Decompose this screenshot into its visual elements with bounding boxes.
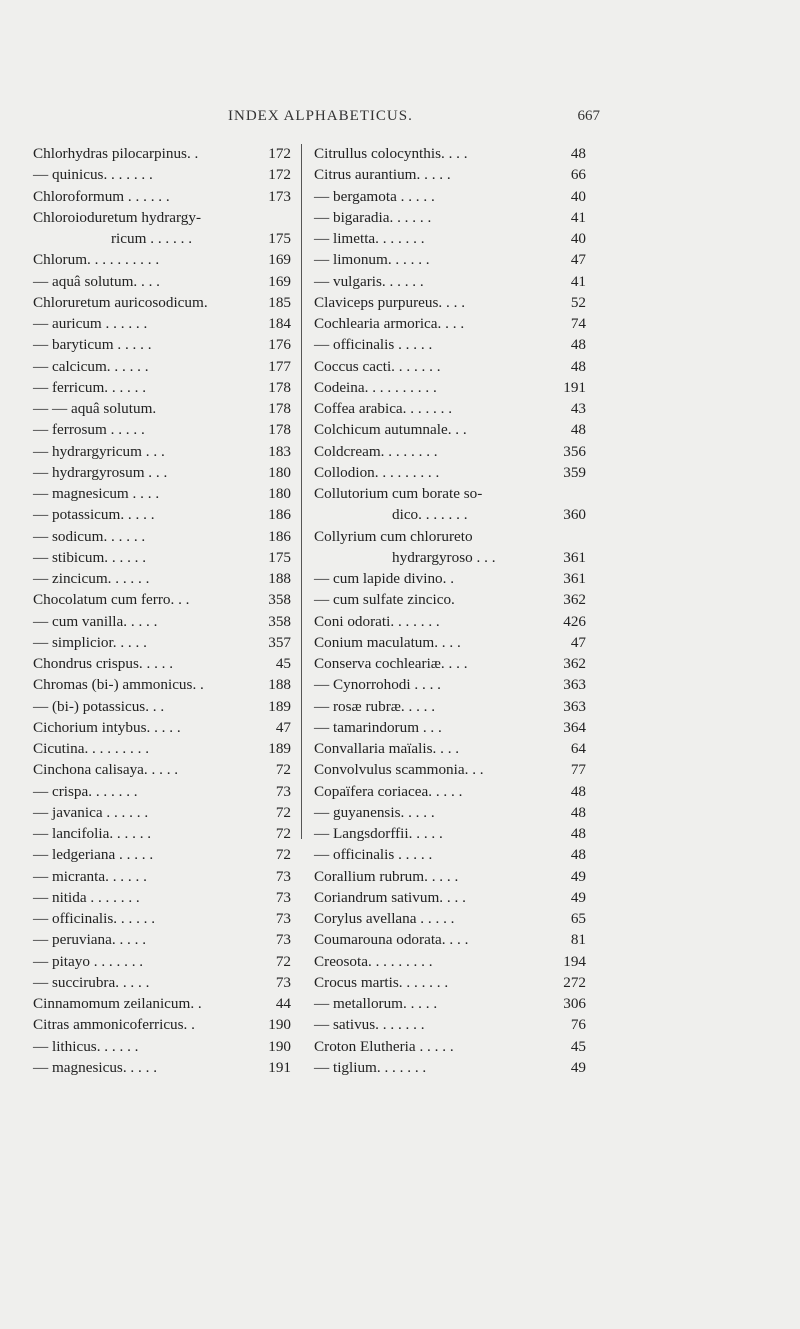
index-term: Colchicum autumnale. . . — [314, 421, 467, 439]
index-page-ref: 272 — [563, 973, 586, 991]
index-page-ref: 357 — [268, 633, 291, 651]
index-entry — [314, 207, 586, 228]
index-page-ref: 40 — [570, 187, 586, 205]
index-entry — [314, 462, 586, 483]
index-term: — nitida . . . . . . . — [33, 888, 140, 906]
index-entry — [33, 398, 291, 419]
index-entry — [33, 1036, 291, 1057]
index-term: Conium maculatum. . . . — [314, 633, 461, 651]
index-page-ref: 49 — [570, 888, 586, 906]
index-entry — [33, 887, 291, 908]
index-page-ref: 48 — [570, 357, 586, 375]
index-term: Chlorum. . . . . . . . . . — [33, 251, 160, 269]
index-page-ref: 73 — [275, 782, 291, 800]
index-term: Chondrus crispus. . . . . — [33, 655, 174, 672]
index-entry — [314, 568, 586, 589]
index-entry — [314, 164, 586, 185]
index-page-ref: 188 — [268, 570, 291, 587]
index-term: Creosota. . . . . . . . . — [314, 952, 433, 970]
index-term: — peruviana. . . . . — [33, 931, 147, 949]
index-page-ref: 76 — [570, 1016, 586, 1034]
index-term: hydrargyroso . . . — [392, 548, 496, 566]
index-page-ref: 360 — [563, 506, 586, 524]
index-term: Coldcream. . . . . . . . — [314, 442, 438, 460]
index-entry — [314, 759, 586, 780]
index-term: Convolvulus scammonia. . . — [314, 761, 484, 779]
index-entry — [33, 844, 291, 865]
index-page-ref: 356 — [563, 442, 586, 460]
index-entry — [314, 781, 586, 802]
index-entry — [314, 951, 586, 972]
index-page-ref: 41 — [570, 272, 586, 290]
index-term: — lithicus. . . . . . — [33, 1037, 139, 1055]
index-term: Chloruretum auricosodicum. — [33, 293, 208, 311]
index-entry — [33, 1014, 291, 1035]
index-page-ref: 191 — [563, 378, 586, 396]
index-term: Chloroioduretum hydrargy- — [33, 208, 202, 226]
index-entry — [33, 802, 291, 823]
index-page-ref: 180 — [268, 463, 291, 481]
index-page-ref: 49 — [570, 867, 586, 885]
index-entry — [33, 207, 291, 228]
index-entry — [314, 143, 586, 164]
index-term: — cum sulfate zincico. — [314, 591, 455, 609]
index-page-ref: 175 — [268, 230, 291, 247]
index-entry — [33, 993, 291, 1014]
index-entry — [314, 653, 586, 674]
index-entry — [314, 526, 586, 547]
index-page-ref: 72 — [275, 761, 291, 779]
index-entry — [314, 441, 586, 462]
index-page-ref: 361 — [563, 548, 586, 566]
index-entry — [33, 568, 291, 589]
index-page-ref: 178 — [268, 421, 291, 439]
index-term: — Cynorrohodi . . . . — [314, 676, 441, 694]
index-term: — aquâ solutum. . . . — [33, 272, 160, 290]
index-page-ref: 178 — [268, 400, 291, 417]
index-term: Convallaria maïalis. . . . — [314, 740, 460, 757]
index-term: — sativus. . . . . . . — [314, 1016, 425, 1034]
index-term: Croton Elutheria . . . . . — [314, 1037, 454, 1055]
index-page-ref: 188 — [268, 676, 291, 694]
index-entry — [314, 717, 586, 738]
index-page-ref: 363 — [563, 697, 586, 715]
index-term: — officinalis . . . . . — [314, 846, 433, 864]
index-entry — [33, 696, 291, 717]
index-entry — [33, 781, 291, 802]
index-entry — [314, 611, 586, 632]
index-page-ref: 358 — [268, 612, 291, 630]
index-term: Collyrium cum chlorureto — [314, 527, 473, 545]
index-term: — — aquâ solutum. — [33, 400, 157, 417]
index-term: Citras ammonicoferricus. . — [33, 1016, 195, 1034]
index-term: — zincicum. . . . . . — [33, 570, 150, 587]
index-term: — baryticum . . . . . — [33, 336, 152, 354]
index-term: Chromas (bi-) ammonicus. . — [33, 676, 204, 694]
index-entry — [314, 1057, 586, 1078]
index-entry — [314, 823, 586, 844]
index-entry — [33, 526, 291, 547]
index-page-ref: 72 — [275, 803, 291, 821]
index-page-ref: 65 — [570, 910, 586, 927]
index-entry — [33, 483, 291, 504]
index-page-ref: 48 — [570, 782, 586, 800]
index-term: — tamarindorum . . . — [314, 718, 442, 736]
index-term: — stibicum. . . . . . — [33, 548, 147, 566]
index-term: — bergamota . . . . . — [314, 187, 435, 205]
index-page-ref: 72 — [275, 825, 291, 842]
index-page-ref: 184 — [268, 315, 291, 332]
index-term: — Langsdorffii. . . . . — [314, 825, 443, 842]
index-entry — [314, 356, 586, 377]
index-entry — [314, 696, 586, 717]
index-term: ricum . . . . . . — [111, 230, 192, 247]
index-term: — lancifolia. . . . . . — [33, 825, 152, 842]
index-entry — [33, 462, 291, 483]
index-entry — [33, 972, 291, 993]
index-entry — [314, 504, 586, 525]
index-entry — [33, 313, 291, 334]
index-entry — [33, 589, 291, 610]
index-term: — ferrosum . . . . . — [33, 421, 145, 439]
index-term: — hydrargyricum . . . — [33, 442, 165, 460]
index-term: — quinicus. . . . . . . — [33, 166, 153, 184]
index-page-ref: 52 — [570, 293, 586, 311]
index-page-ref: 190 — [268, 1016, 291, 1034]
index-entry — [33, 653, 291, 674]
index-term: Cicutina. . . . . . . . . — [33, 740, 150, 757]
index-term: Conserva cochleariæ. . . . — [314, 655, 468, 672]
index-page-ref: 362 — [563, 655, 586, 672]
index-page-ref: 73 — [275, 910, 291, 927]
index-entry — [314, 972, 586, 993]
index-term: — simplicior. . . . . — [33, 633, 147, 651]
index-page-ref: 169 — [268, 251, 291, 269]
index-term: Collutorium cum borate so- — [314, 485, 483, 502]
index-page-ref: 41 — [570, 208, 586, 226]
index-term: — bigaradia. . . . . . — [314, 208, 432, 226]
index-page-ref: 73 — [275, 931, 291, 949]
index-page-ref: 362 — [563, 591, 586, 609]
index-page-ref: 176 — [268, 336, 291, 354]
index-page-ref: 183 — [268, 442, 291, 460]
index-entry — [314, 292, 586, 313]
index-page-ref: 64 — [570, 740, 586, 757]
index-page-ref: 172 — [268, 145, 291, 162]
index-term: Claviceps purpureus. . . . — [314, 293, 465, 311]
index-entry — [314, 632, 586, 653]
index-term: Chocolatum cum ferro. . . — [33, 591, 190, 609]
index-term: — calcicum. . . . . . — [33, 357, 149, 375]
index-page-ref: 48 — [570, 803, 586, 821]
index-page-ref: 48 — [570, 846, 586, 864]
index-term: — tiglium. . . . . . . — [314, 1058, 427, 1076]
index-entry — [314, 674, 586, 695]
index-entry — [314, 589, 586, 610]
index-term: — cum lapide divino. . — [314, 570, 455, 587]
index-page-ref: 48 — [570, 421, 586, 439]
index-entry — [33, 908, 291, 929]
index-term: — limonum. . . . . . — [314, 251, 430, 269]
index-entry — [33, 1057, 291, 1078]
index-term: Coffea arabica. . . . . . . — [314, 400, 453, 417]
index-page-ref: 73 — [275, 888, 291, 906]
index-term: — (bi-) potassicus. . . — [33, 697, 165, 715]
index-entry — [33, 377, 291, 398]
index-entry — [33, 334, 291, 355]
index-term: Cinchona calisaya. . . . . — [33, 761, 179, 779]
index-entry — [314, 228, 586, 249]
index-term: Coccus cacti. . . . . . . — [314, 357, 441, 375]
index-page-ref: 73 — [275, 973, 291, 991]
index-entry — [33, 632, 291, 653]
index-term: — cum vanilla. . . . . — [33, 612, 158, 630]
index-page-ref: 48 — [570, 336, 586, 354]
index-term: Citrullus colocynthis. . . . — [314, 145, 468, 162]
index-entry — [314, 1014, 586, 1035]
index-page-ref: 194 — [563, 952, 586, 970]
index-term: Chloroformum . . . . . . — [33, 187, 170, 205]
index-term: Copaïfera coriacea. . . . . — [314, 782, 463, 800]
index-entry — [33, 823, 291, 844]
index-term: — hydrargyrosum . . . — [33, 463, 168, 481]
index-page-ref: 44 — [275, 995, 291, 1012]
index-term: — ledgeriana . . . . . — [33, 846, 154, 864]
index-term: Crocus martis. . . . . . . — [314, 973, 449, 991]
index-term: dico. . . . . . . — [392, 506, 468, 524]
index-page-ref: 189 — [268, 697, 291, 715]
index-page-ref: 178 — [268, 378, 291, 396]
index-page-ref: 190 — [268, 1037, 291, 1055]
index-entry — [33, 674, 291, 695]
index-page-ref: 359 — [563, 463, 586, 481]
index-entry — [33, 611, 291, 632]
index-entry — [314, 547, 586, 568]
index-page-ref: 191 — [268, 1058, 291, 1076]
index-entry — [33, 547, 291, 568]
index-entry — [314, 271, 586, 292]
index-term: — magnesicus. . . . . — [33, 1058, 158, 1076]
index-term: — javanica . . . . . . — [33, 803, 149, 821]
index-term: — limetta. . . . . . . — [314, 230, 425, 247]
index-page-ref: 364 — [563, 718, 586, 736]
index-page-ref: 172 — [268, 166, 291, 184]
index-term: Codeina. . . . . . . . . . — [314, 378, 437, 396]
index-entry — [33, 441, 291, 462]
running-header — [30, 108, 600, 132]
index-entry — [314, 993, 586, 1014]
index-entry — [33, 717, 291, 738]
index-page-ref: 45 — [570, 1037, 586, 1055]
index-entry — [33, 951, 291, 972]
index-entry — [314, 186, 586, 207]
index-term: — guyanensis. . . . . — [314, 803, 435, 821]
index-entry — [33, 759, 291, 780]
index-term: — officinalis . . . . . — [314, 336, 433, 354]
index-page-ref: 186 — [268, 506, 291, 524]
index-term: — magnesicum . . . . — [33, 485, 160, 502]
page-number: 667 — [577, 108, 600, 124]
index-page-ref: 185 — [268, 293, 291, 311]
index-entry — [33, 866, 291, 887]
index-entry — [314, 419, 586, 440]
index-term: Cochlearia armorica. . . . — [314, 315, 465, 332]
index-term: — potassicum. . . . . — [33, 506, 155, 524]
index-term: — officinalis. . . . . . — [33, 910, 156, 927]
index-page-ref: 77 — [570, 761, 586, 779]
index-term: Chlorhydras pilocarpinus. . — [33, 145, 199, 162]
index-page-ref: 81 — [570, 931, 586, 949]
index-entry — [33, 419, 291, 440]
index-term: Cichorium intybus. . . . . — [33, 718, 181, 736]
index-entry — [33, 356, 291, 377]
index-entry — [314, 802, 586, 823]
index-page-ref: 72 — [275, 952, 291, 970]
index-entry — [314, 866, 586, 887]
index-term: — ferricum. . . . . . — [33, 378, 147, 396]
index-entry — [33, 929, 291, 950]
index-page-ref: 361 — [563, 570, 586, 587]
index-entry — [314, 313, 586, 334]
index-page-ref: 73 — [275, 867, 291, 885]
index-entry — [314, 929, 586, 950]
index-entry — [314, 1036, 586, 1057]
index-entry — [314, 377, 586, 398]
index-page-ref: 66 — [570, 166, 586, 184]
index-term: Coumarouna odorata. . . . — [314, 931, 469, 949]
index-entry — [33, 249, 291, 270]
index-term: Citrus aurantium. . . . . — [314, 166, 451, 184]
index-term: Coriandrum sativum. . . . — [314, 888, 466, 906]
index-entry — [314, 398, 586, 419]
index-term: — vulgaris. . . . . . — [314, 272, 424, 290]
index-entry — [314, 844, 586, 865]
index-entry — [33, 164, 291, 185]
index-page-ref: 186 — [268, 527, 291, 545]
index-entry — [314, 483, 586, 504]
index-entry — [33, 271, 291, 292]
index-entry — [314, 738, 586, 759]
index-entry — [33, 738, 291, 759]
index-page-ref: 47 — [570, 251, 586, 269]
index-term: — rosæ rubræ. . . . . — [314, 697, 436, 715]
index-page-ref: 363 — [563, 676, 586, 694]
index-page-ref: 173 — [268, 187, 291, 205]
index-page-ref: 47 — [570, 633, 586, 651]
index-page-ref: 358 — [268, 591, 291, 609]
index-page-ref: 43 — [570, 400, 586, 417]
index-term: — succirubra. . . . . — [33, 973, 150, 991]
index-column-right — [314, 143, 586, 1078]
index-entry — [314, 908, 586, 929]
index-page-ref: 169 — [268, 272, 291, 290]
index-page-ref: 72 — [275, 846, 291, 864]
index-term: — pitayo . . . . . . . — [33, 952, 144, 970]
index-term: Corylus avellana . . . . . — [314, 910, 455, 927]
header-title: INDEX ALPHABETICUS. — [228, 108, 413, 124]
index-entry — [33, 228, 291, 249]
index-page-ref: 47 — [275, 718, 291, 736]
index-page-ref: 180 — [268, 485, 291, 502]
index-entry — [314, 887, 586, 908]
index-entry — [33, 504, 291, 525]
index-page-ref: 189 — [268, 740, 291, 757]
index-page-ref: 48 — [570, 825, 586, 842]
index-term: Collodion. . . . . . . . . — [314, 463, 440, 481]
index-entry — [314, 249, 586, 270]
index-term: — auricum . . . . . . — [33, 315, 148, 332]
index-page-ref: 306 — [563, 995, 586, 1012]
index-term: Cinnamomum zeilanicum. . — [33, 995, 202, 1012]
index-entry — [33, 143, 291, 164]
index-term: — metallorum. . . . . — [314, 995, 438, 1012]
column-divider — [301, 144, 302, 839]
index-page-ref: 74 — [570, 315, 586, 332]
index-page-ref: 426 — [563, 612, 586, 630]
index-page-ref: 40 — [570, 230, 586, 247]
index-entry — [314, 334, 586, 355]
index-page-ref: 175 — [268, 548, 291, 566]
index-page-ref: 45 — [275, 655, 291, 672]
index-entry — [33, 292, 291, 313]
index-page-ref: 49 — [570, 1058, 586, 1076]
index-term: Corallium rubrum. . . . . — [314, 867, 459, 885]
index-page-ref: 177 — [268, 357, 291, 375]
index-term: — micranta. . . . . . — [33, 867, 147, 885]
index-term: Coni odorati. . . . . . . — [314, 612, 440, 630]
index-term: — sodicum. . . . . . — [33, 527, 146, 545]
index-column-left — [33, 143, 291, 1078]
index-entry — [33, 186, 291, 207]
index-term: — crispa. . . . . . . — [33, 782, 138, 800]
index-page-ref: 48 — [570, 145, 586, 162]
